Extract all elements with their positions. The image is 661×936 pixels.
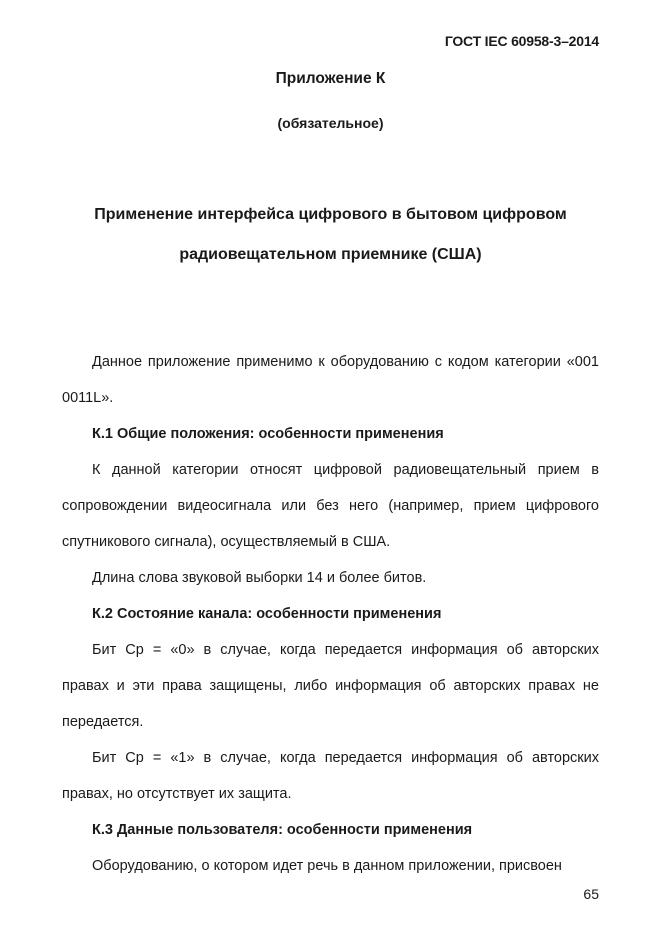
main-title <box>62 195 599 275</box>
body-paragraph: Оборудованию, о котором идет речь в данном приложении, присвоен <box>92 858 562 874</box>
body-paragraph: Бит Cp = «1» в случае, когда передается информация об авторских правах, но отсутствует их защита. <box>62 750 599 802</box>
standard-code-header: ГОСТ IEC 60958-3–2014 <box>444 33 599 49</box>
body-paragraph: К данной категории относят цифровой радиовещательный прием в сопровождении видеосигнала или без него (например, прием цифрового спутникового сигнала), осуществляемый в США. <box>62 462 599 550</box>
body-paragraph: Длина слова звуковой выборки 14 и более битов. <box>92 570 427 586</box>
appendix-status: (обязательное) <box>277 115 384 131</box>
intro-paragraph: Данное приложение применимо к оборудованию с кодом категории «001 0011L». <box>62 354 599 406</box>
section-heading-k3: К.3 Данные пользователя: особенности применения <box>92 822 473 838</box>
appendix-title: Приложение К <box>275 70 386 87</box>
section-heading-k2: К.2 Состояние канала: особенности применения <box>92 606 442 622</box>
section-heading-k1: К.1 Общие положения: особенности применения <box>92 426 444 442</box>
main-title-line-1: Применение интерфейса цифрового в бытовом цифровом <box>94 206 567 223</box>
document-body <box>62 344 599 884</box>
page-number: 65 <box>583 886 599 902</box>
body-paragraph: Бит Cp = «0» в случае, когда передается информация об авторских правах и эти права защищены, либо информация об авторских правах не передается. <box>62 642 599 730</box>
main-title-line-2: радиовещательном приемнике (США) <box>179 246 482 263</box>
